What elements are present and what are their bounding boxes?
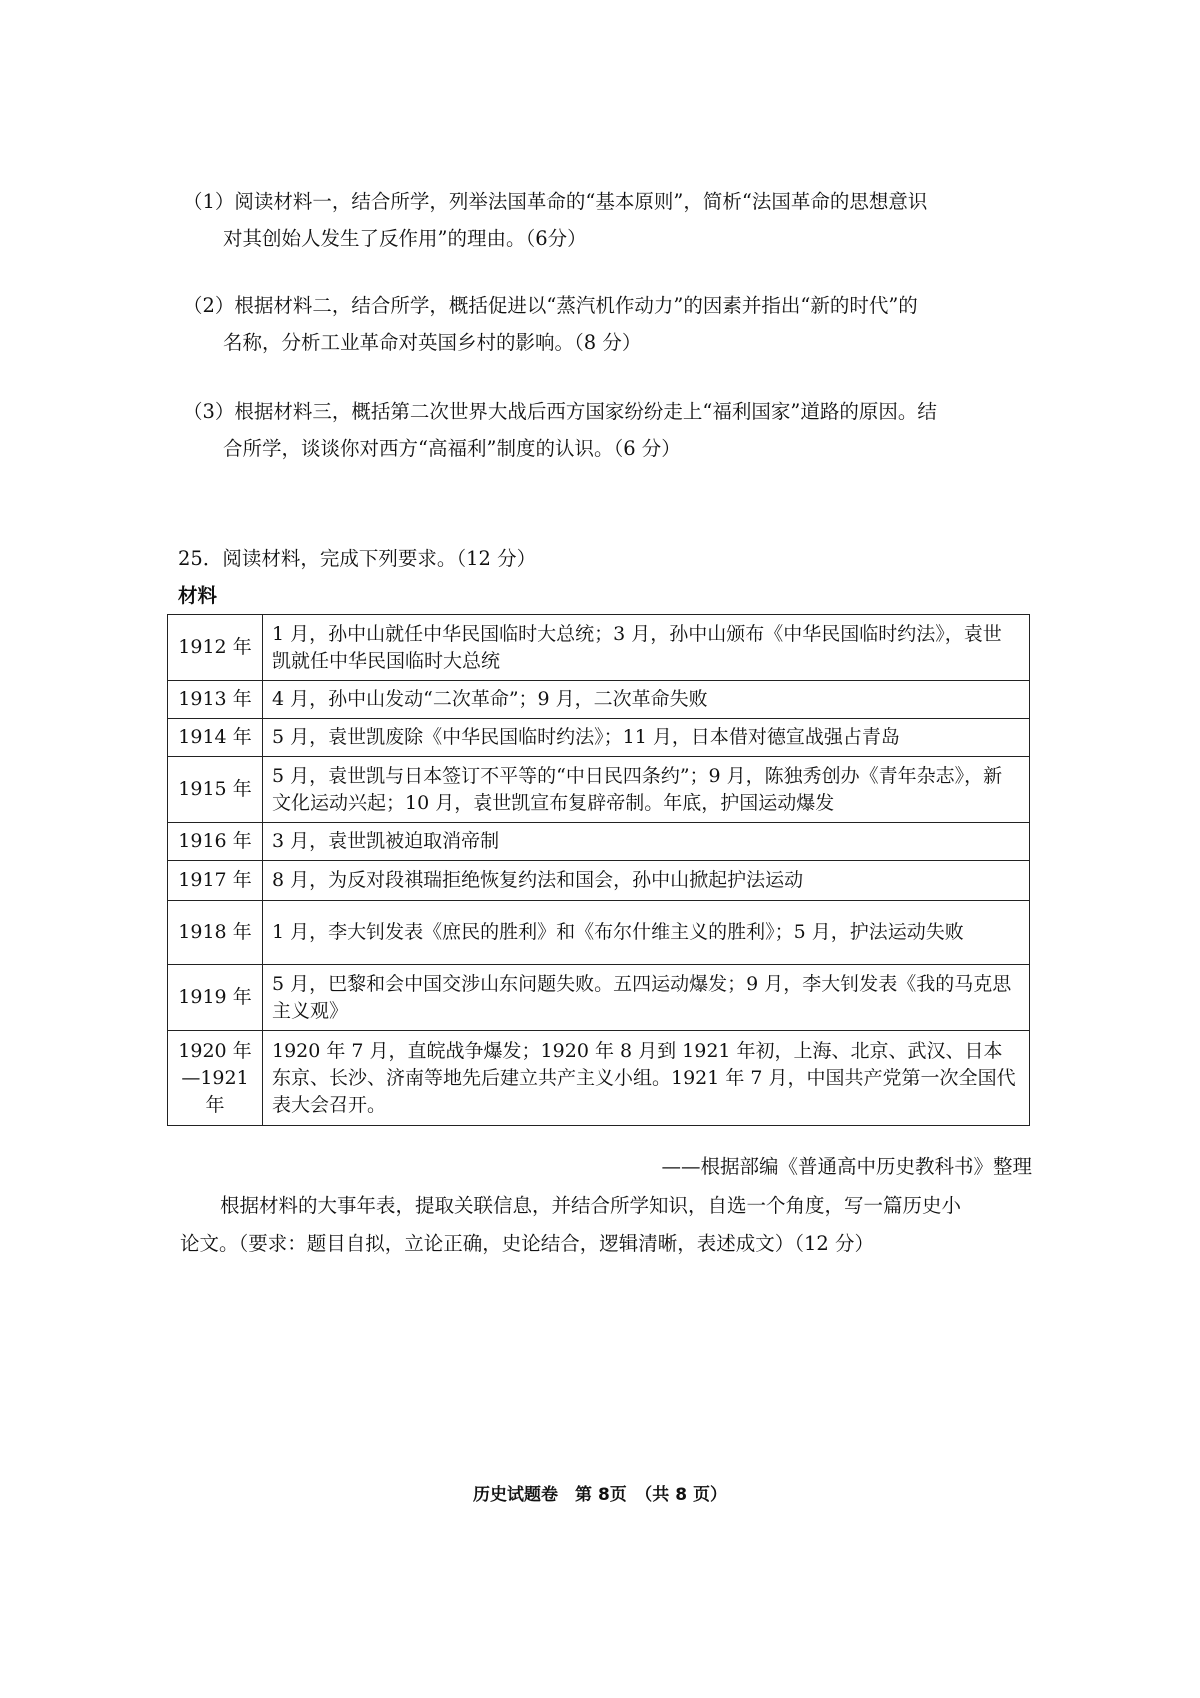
question-25-title: 25．阅读材料，完成下列要求。（12 分）	[178, 547, 537, 570]
question-3-line-2: 合所学，谈谈你对西方“高福利”制度的认识。（6 分）	[223, 437, 681, 460]
page-footer: 历史试题卷 第 8页 （共 8 页）	[473, 1485, 727, 1505]
year-cell: 1918 年	[168, 901, 263, 965]
table-row	[168, 823, 1030, 861]
material-label: 材料	[178, 584, 218, 607]
year-cell: 1916 年	[168, 823, 263, 861]
event-cell: 8 月，为反对段祺瑞拒绝恢复约法和国会，孙中山掀起护法运动	[263, 861, 1030, 901]
event-cell: 5 月，袁世凯与日本签订不平等的“中日民四条约”；9 月，陈独秀创办《青年杂志》，新文化运动兴起；10 月，袁世凯宣布复辟帝制。年底，护国运动爆发	[263, 757, 1030, 823]
source-citation: ——根据部编《普通高中历史教科书》整理	[661, 1155, 1032, 1178]
year-cell: 1917 年	[168, 861, 263, 901]
task-line-1: 根据材料的大事年表，提取关联信息，并结合所学知识，自选一个角度，写一篇历史小	[220, 1194, 962, 1217]
question-3	[183, 393, 1033, 467]
table-row	[168, 1031, 1030, 1126]
question-2-line-1: （2）根据材料二，结合所学，概括促进以“蒸汽机作动力”的因素并指出“新的时代”的	[183, 294, 918, 317]
event-cell: 1920 年 7 月，直皖战争爆发；1920 年 8 月到 1921 年初，上海、北京、武汉、日本东京、长沙、济南等地先后建立共产主义小组。1921 年 7 月，中国共产党第一次全国代表大会召开。	[263, 1031, 1030, 1126]
event-cell: 5 月，巴黎和会中国交涉山东问题失败。五四运动爆发；9 月，李大钊发表《我的马克思主义观》	[263, 965, 1030, 1031]
year-cell: 1913 年	[168, 681, 263, 719]
table-row	[168, 757, 1030, 823]
table-row	[168, 615, 1030, 681]
table-row	[168, 719, 1030, 757]
year-cell: 1912 年	[168, 615, 263, 681]
question-1	[183, 183, 1033, 257]
event-cell: 1 月，李大钊发表《庶民的胜利》和《布尔什维主义的胜利》；5 月，护法运动失败	[263, 901, 1030, 965]
year-cell: 1920 年—1921 年	[168, 1031, 263, 1126]
question-2	[183, 287, 1033, 361]
task-line-2: 论文。（要求：题目自拟，立论正确，史论结合，逻辑清晰，表述成文）（12 分）	[180, 1232, 875, 1255]
event-cell: 5 月，袁世凯废除《中华民国临时约法》；11 月，日本借对德宣战强占青岛	[263, 719, 1030, 757]
event-cell: 3 月，袁世凯被迫取消帝制	[263, 823, 1030, 861]
table-row	[168, 965, 1030, 1031]
table-row	[168, 681, 1030, 719]
question-3-line-1: （3）根据材料三，概括第二次世界大战后西方国家纷纷走上“福利国家”道路的原因。结	[183, 400, 937, 423]
event-cell: 4 月，孙中山发动“二次革命”；9 月，二次革命失败	[263, 681, 1030, 719]
chronology-table	[167, 614, 1030, 1126]
question-1-line-2: 对其创始人发生了反作用”的理由。（6分）	[223, 227, 587, 250]
table-row	[168, 901, 1030, 965]
year-cell: 1919 年	[168, 965, 263, 1031]
question-2-line-2: 名称，分析工业革命对英国乡村的影响。（8 分）	[223, 331, 642, 354]
event-cell: 1 月，孙中山就任中华民国临时大总统；3 月，孙中山颁布《中华民国临时约法》，袁世凯就任中华民国临时大总统	[263, 615, 1030, 681]
question-25-task	[180, 1187, 1032, 1263]
table-row	[168, 861, 1030, 901]
year-cell: 1914 年	[168, 719, 263, 757]
year-cell: 1915 年	[168, 757, 263, 823]
question-1-line-1: （1）阅读材料一，结合所学，列举法国革命的“基本原则”，简析“法国革命的思想意识	[183, 190, 928, 213]
